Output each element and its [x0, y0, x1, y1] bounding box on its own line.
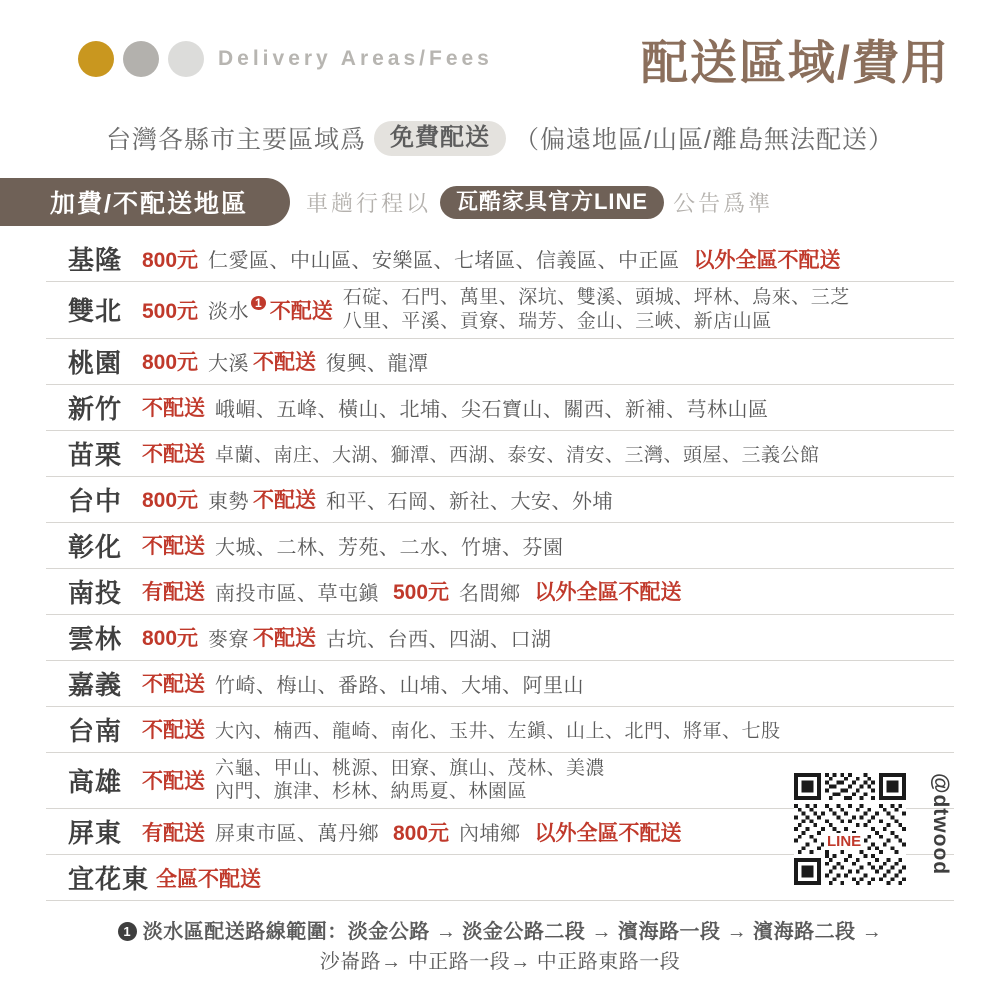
table-row	[46, 523, 954, 569]
band-title: 加費/不配送地區	[0, 178, 290, 226]
delivery-places: 屏東市區、萬丹鄉	[215, 823, 379, 845]
no-delivery-places: 古坑、台西、四湖、口湖	[326, 628, 552, 651]
fee-places-secondary: 名間鄉	[459, 582, 521, 605]
fee-amount: 500元	[142, 299, 199, 323]
region-label: 彰化	[68, 531, 123, 562]
no-delivery-places: 和平、石岡、新社、大安、外埔	[326, 490, 614, 513]
dot-light-icon	[168, 41, 204, 77]
decorative-dots	[78, 41, 204, 77]
qr-code-icon[interactable]	[794, 773, 906, 885]
region-label: 南投	[68, 577, 123, 608]
row-content	[142, 622, 954, 652]
no-delivery-places: 復興、龍潭	[326, 352, 429, 375]
delivery-places: 南投市區、草屯鎭	[215, 582, 379, 605]
fee-amount: 800元	[142, 627, 199, 650]
row-content	[142, 484, 954, 514]
table-row	[46, 236, 954, 282]
region-label: 高雄	[68, 766, 123, 797]
no-delivery-places: 大內、楠西、龍崎、南化、玉井、左鎭、山上、北門、將軍、七股	[215, 720, 781, 742]
table-row	[46, 431, 954, 477]
table-row	[46, 661, 954, 707]
line-qr-block[interactable]	[794, 773, 954, 899]
fee-places: 麥寮	[208, 628, 250, 651]
row-note: 以外全區不配送	[534, 821, 682, 845]
fee-amount: 800元	[142, 248, 199, 272]
no-delivery-tag: 不配送	[142, 443, 205, 466]
header-english-title: Delivery Areas/Fees	[218, 47, 493, 70]
fee-amount-secondary: 800元	[393, 821, 450, 845]
fee-places: 淡水	[208, 301, 250, 324]
no-delivery-tag: 不配送	[253, 627, 317, 650]
row-content	[142, 392, 954, 422]
region-label: 雲林	[68, 623, 123, 654]
row-content	[142, 346, 954, 376]
table-row	[46, 282, 954, 339]
no-delivery-places: 竹崎、梅山、番路、山埔、大埔、阿里山	[215, 674, 584, 697]
no-delivery-places: 卓蘭、南庄、大湖、獅潭、西湖、泰安、清安、三灣、頭屋、三義公館	[215, 444, 820, 466]
subline	[0, 120, 1000, 156]
footnote-line1-text: 淡水區配送路線範圍：淡金公路 → 淡金公路二段 → 濱海路一段 → 濱海路二段 →	[142, 921, 883, 943]
no-delivery-places-line1: 石碇、石門、萬里、深坑、雙溪、頭城、坪林、烏來、三芝	[342, 287, 850, 308]
band-right-suffix: 公告爲準	[673, 190, 774, 216]
footnote-line2: 沙崙路→ 中正路一段→ 中正路東路一段	[319, 951, 681, 973]
footnote	[46, 917, 954, 977]
no-delivery-places	[343, 286, 850, 334]
table-row	[46, 615, 954, 661]
region-label: 基隆	[68, 245, 123, 275]
no-delivery-tag: 不配送	[142, 770, 205, 794]
table-row	[46, 569, 954, 615]
fee-amount-secondary: 500元	[393, 581, 450, 604]
no-delivery-places-line2: 內門、旗津、杉林、納馬夏、林園區	[215, 781, 528, 803]
no-delivery-places	[215, 757, 605, 805]
fee-amount: 800元	[142, 489, 199, 512]
fee-places: 大溪	[208, 352, 250, 375]
dot-gray-icon	[123, 41, 159, 77]
dot-gold-icon	[78, 41, 114, 77]
region-label: 宜花東	[68, 864, 150, 894]
subline-suffix: （偏遠地區/山區/離島無法配送）	[514, 126, 894, 154]
line-id-text: @dtwood	[929, 773, 952, 876]
header-chinese-title: 配送區域/費用	[640, 36, 950, 89]
region-label: 新竹	[68, 393, 123, 424]
row-content	[142, 244, 954, 274]
row-content	[142, 530, 954, 560]
fee-amount: 800元	[142, 351, 199, 374]
no-delivery-tag: 全區不配送	[156, 867, 261, 891]
header	[0, 0, 1000, 118]
no-delivery-tag: 不配送	[142, 719, 205, 742]
row-note: 以外全區不配送	[534, 581, 682, 604]
table-row	[46, 385, 954, 431]
fee-places: 仁愛區、中山區、安樂區、七堵區、信義區、中正區	[208, 250, 680, 272]
footnote-badge-icon: 1	[118, 922, 137, 941]
has-delivery-tag: 有配送	[142, 821, 205, 845]
region-label: 屏東	[68, 818, 123, 848]
band-right-prefix: 車趟行程以	[305, 190, 431, 216]
no-delivery-tag: 不配送	[142, 673, 205, 696]
has-delivery-tag: 有配送	[142, 581, 205, 604]
no-delivery-tag: 不配送	[142, 535, 205, 558]
row-content	[142, 286, 954, 334]
line-label: LINE	[824, 833, 864, 850]
table-row	[46, 477, 954, 523]
no-delivery-places-line1: 六龜、甲山、桃源、田寮、旗山、茂林、美濃	[215, 757, 606, 779]
no-delivery-places: 峨嵋、五峰、橫山、北埔、尖石寶山、關西、新補、芎林山區	[215, 398, 769, 421]
no-delivery-tag: 不配送	[142, 397, 205, 420]
region-label: 嘉義	[68, 669, 123, 700]
free-delivery-badge: 免費配送	[374, 121, 506, 156]
fee-places: 東勢	[208, 490, 250, 513]
region-label: 雙北	[68, 296, 123, 327]
footnote-line1	[46, 917, 954, 947]
band-subtitle	[290, 186, 1000, 219]
no-delivery-places-line2: 八里、平溪、貢寮、瑞芳、金山、三峽、新店山區	[342, 310, 772, 332]
footnote-marker: 1	[251, 296, 266, 310]
region-label: 台南	[68, 715, 123, 746]
table-row	[46, 707, 954, 753]
row-content	[142, 714, 954, 744]
region-label: 台中	[68, 485, 123, 516]
official-line-badge[interactable]: 瓦酷家具官方LINE	[440, 186, 664, 219]
row-note: 以外全區不配送	[693, 248, 841, 272]
row-content	[142, 668, 954, 698]
no-delivery-tag: 不配送	[269, 299, 333, 323]
fee-places-secondary: 內埔鄉	[459, 823, 521, 845]
region-label: 桃園	[68, 347, 123, 378]
no-delivery-places: 大城、二林、芳苑、二水、竹塘、芬園	[215, 536, 564, 559]
no-delivery-tag: 不配送	[253, 489, 317, 512]
row-content	[142, 438, 954, 468]
subline-prefix: 台灣各縣市主要區域爲	[106, 126, 367, 154]
table-row	[46, 339, 954, 385]
region-label: 苗栗	[68, 439, 123, 470]
region-fee-table	[46, 236, 954, 901]
row-content	[142, 576, 954, 606]
section-band	[0, 178, 1000, 226]
no-delivery-tag: 不配送	[253, 351, 317, 374]
